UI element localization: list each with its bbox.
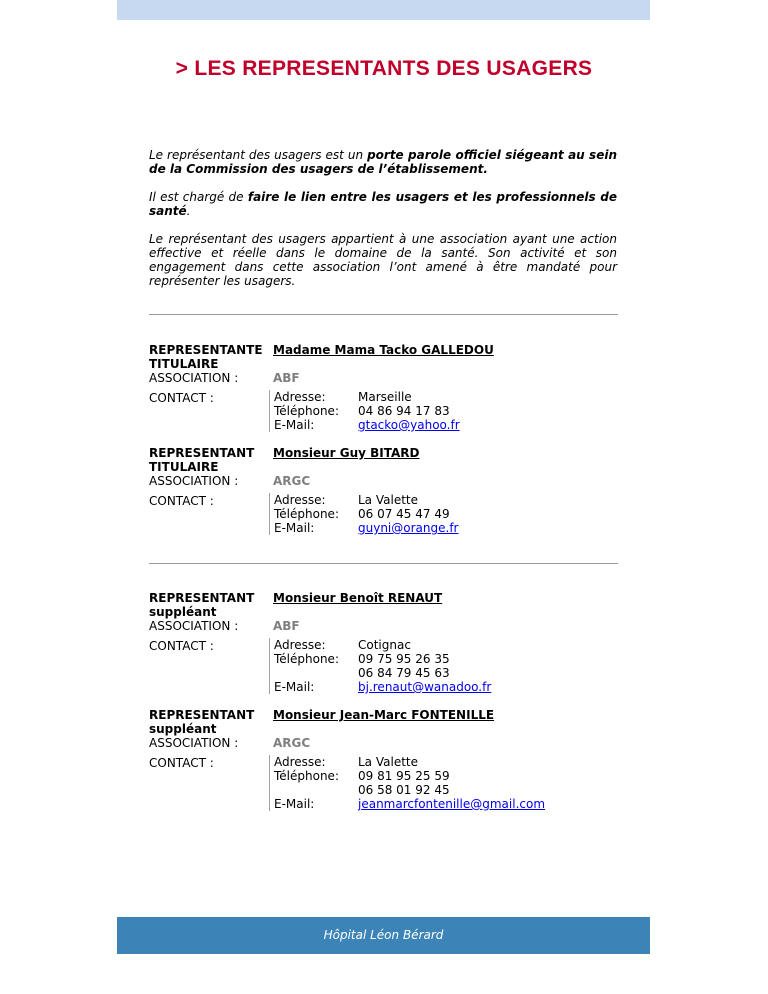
- rep-name: Monsieur Jean-Marc FONTENILLE: [273, 708, 495, 722]
- representative-card-2: [149, 446, 619, 538]
- email-label: E-Mail:: [274, 521, 315, 535]
- association-label: ASSOCIATION :: [149, 736, 239, 750]
- rep-role-line-1: REPRESENTANT: [149, 446, 255, 460]
- intro-p1-text: Le représentant des usagers est un: [149, 148, 368, 162]
- rep-role-line-1: REPRESENTANT: [149, 591, 255, 605]
- contact-box: [269, 638, 594, 694]
- association-label: ASSOCIATION :: [149, 371, 239, 385]
- email-link[interactable]: bj.renaut@wanadoo.fr: [358, 680, 492, 694]
- rep-role: [149, 591, 273, 619]
- rep-role-line-2: TITULAIRE: [149, 357, 219, 371]
- rep-role: [149, 708, 273, 736]
- contact-label: CONTACT :: [149, 391, 214, 405]
- intro-paragraph-1: [149, 148, 617, 176]
- email-label: E-Mail:: [274, 797, 315, 811]
- rep-role-line-2: TITULAIRE: [149, 460, 219, 474]
- rep-role: [149, 343, 273, 371]
- rep-name: Madame Mama Tacko GALLEDOU: [273, 343, 494, 357]
- email-label: E-Mail:: [274, 418, 315, 432]
- address-label: Adresse:: [274, 390, 326, 404]
- intro-p2-end: .: [186, 204, 191, 218]
- email-link[interactable]: jeanmarcfontenille@gmail.com: [358, 797, 546, 811]
- phone-value-secondary: 06 84 79 45 63: [358, 666, 450, 680]
- phone-label: Téléphone:: [274, 652, 339, 666]
- association-value: ABF: [273, 619, 300, 633]
- contact-box: [269, 755, 594, 811]
- phone-label: Téléphone:: [274, 507, 339, 521]
- email-link[interactable]: gtacko@yahoo.fr: [358, 418, 460, 432]
- address-label: Adresse:: [274, 755, 326, 769]
- phone-label: Téléphone:: [274, 769, 339, 783]
- phone-value: 04 86 94 17 83: [358, 404, 450, 418]
- separator-line: [149, 563, 618, 564]
- footer-text: Hôpital Léon Bérard: [323, 928, 444, 942]
- rep-role-line-2: suppléant: [149, 722, 217, 736]
- contact-label: CONTACT :: [149, 756, 214, 770]
- phone-value-secondary: 06 58 01 92 45: [358, 783, 450, 797]
- representative-card-3: [149, 591, 619, 697]
- association-value: ABF: [273, 371, 300, 385]
- intro-paragraph-2: [149, 190, 617, 218]
- address-label: Adresse:: [274, 493, 326, 507]
- intro-p2-emphasis: faire le lien entre les usagers et les professionnels de santé: [149, 190, 617, 218]
- rep-role-line-2: suppléant: [149, 605, 217, 619]
- footer-band: [117, 917, 650, 954]
- rep-role-line-1: REPRESENTANT: [149, 708, 255, 722]
- representative-card-1: [149, 343, 619, 435]
- address-value: Marseille: [358, 390, 412, 404]
- rep-name: Monsieur Benoît RENAUT: [273, 591, 443, 605]
- association-value: ARGC: [273, 736, 311, 750]
- page-title: > LES REPRESENTANTS DES USAGERS: [175, 57, 593, 80]
- association-label: ASSOCIATION :: [149, 474, 239, 488]
- association-label: ASSOCIATION :: [149, 619, 239, 633]
- rep-role: [149, 446, 273, 474]
- address-label: Adresse:: [274, 638, 326, 652]
- contact-box: [269, 390, 594, 432]
- address-value: La Valette: [358, 755, 418, 769]
- rep-name: Monsieur Guy BITARD: [273, 446, 420, 460]
- header-band: [117, 0, 650, 20]
- email-link[interactable]: guyni@orange.fr: [358, 521, 459, 535]
- address-value: Cotignac: [358, 638, 411, 652]
- contact-label: CONTACT :: [149, 639, 214, 653]
- address-value: La Valette: [358, 493, 418, 507]
- phone-value: 09 81 95 25 59: [358, 769, 450, 783]
- association-value: ARGC: [273, 474, 311, 488]
- intro-p2-text: Il est chargé de: [149, 190, 248, 204]
- intro-p1-emphasis: porte parole officiel siégeant au sein de la Commission des usagers de l’établissement.: [149, 148, 617, 176]
- phone-value: 09 75 95 26 35: [358, 652, 450, 666]
- phone-label: Téléphone:: [274, 404, 339, 418]
- email-label: E-Mail:: [274, 680, 315, 694]
- representative-card-4: [149, 708, 619, 814]
- contact-label: CONTACT :: [149, 494, 214, 508]
- separator-line: [149, 314, 618, 315]
- phone-value: 06 07 45 47 49: [358, 507, 450, 521]
- rep-role-line-1: REPRESENTANTE: [149, 343, 263, 357]
- intro-paragraph-3: Le représentant des usagers appartient à une association ayant une action effective et réelle dans le domaine de la santé. Son activité et son engagement dans cette association l’ont amené à être mandaté pour représenter les usagers.: [149, 232, 617, 288]
- contact-box: [269, 493, 594, 535]
- intro-text: [149, 148, 617, 302]
